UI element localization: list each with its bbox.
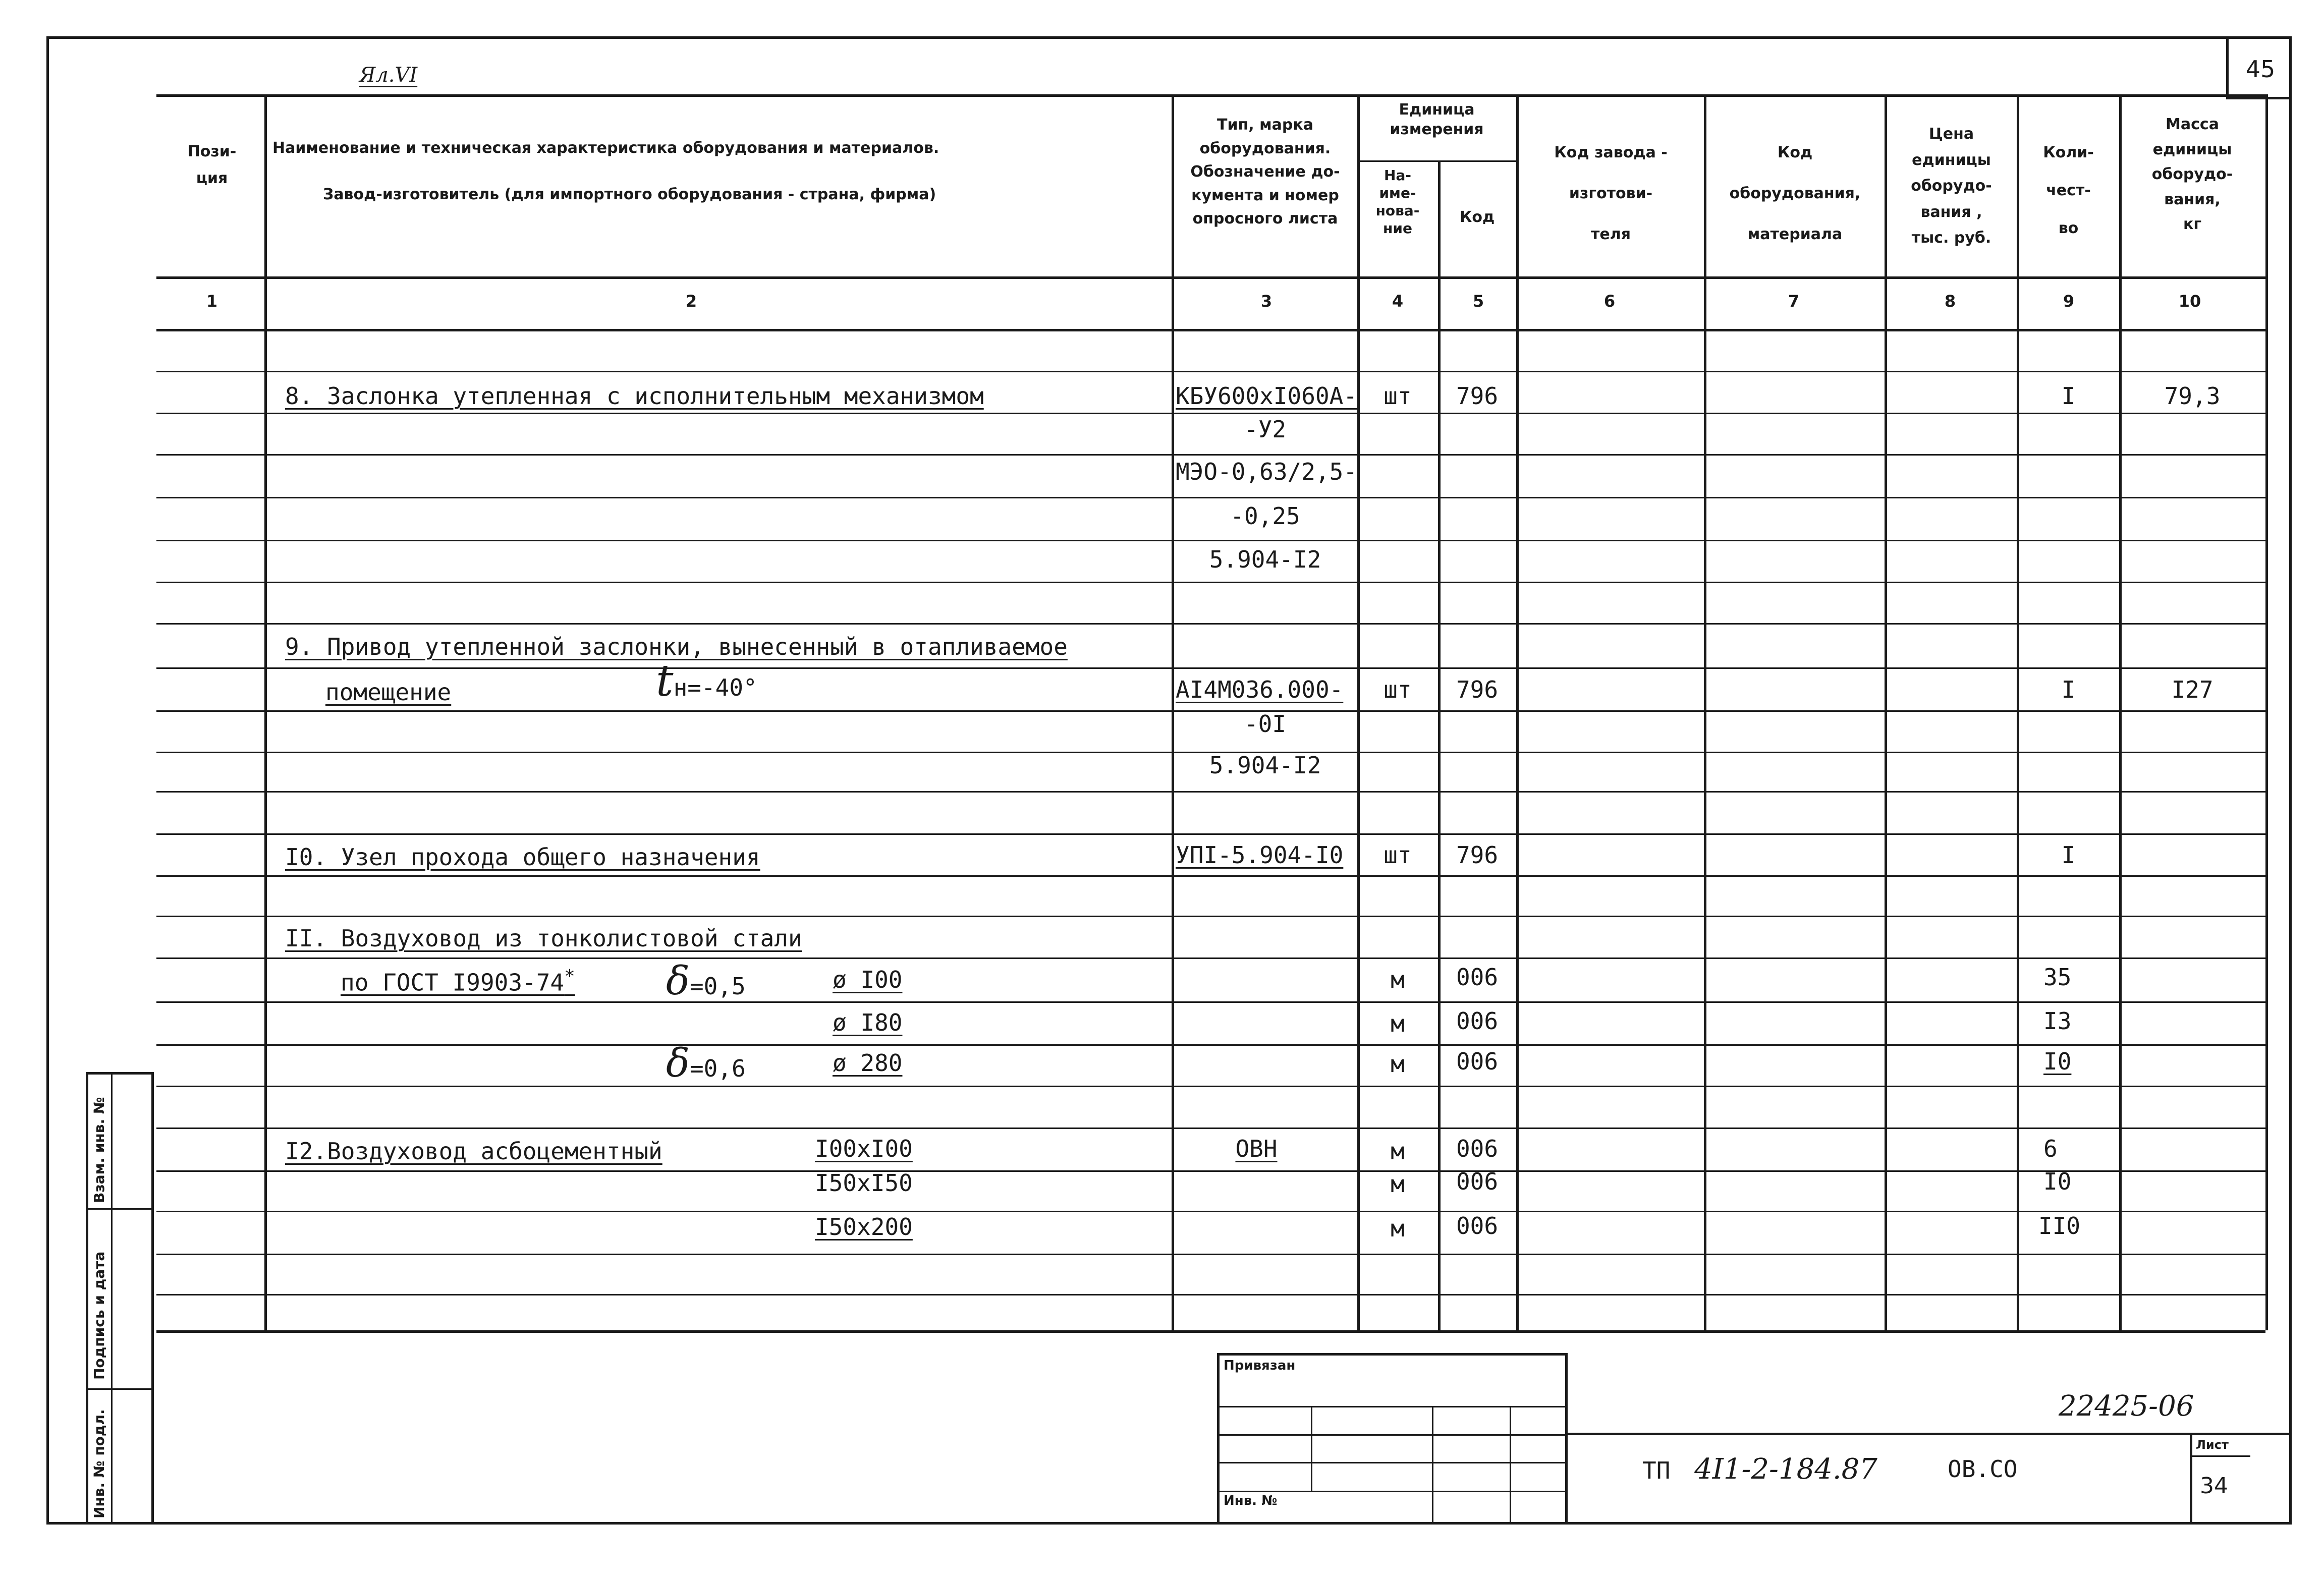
title-block-row2	[1217, 1434, 1565, 1436]
header-factory-code: Код завода - изготови- теля	[1554, 144, 1668, 243]
item10-unit: шт	[1384, 841, 1412, 869]
col-line-8	[2017, 94, 2019, 1330]
title-block-top	[1217, 1353, 1565, 1356]
table-bottom-line	[156, 1330, 2265, 1333]
table-row-line	[156, 1127, 2265, 1129]
col-number-5: 5	[1472, 292, 1484, 311]
side-stamp-left	[86, 1072, 88, 1525]
header-quantity: Коли- чест- во	[2043, 144, 2094, 237]
item11-row2-qty: I3	[2043, 1007, 2072, 1035]
title-block-row3	[1217, 1462, 1565, 1463]
title-block-col3	[1510, 1406, 1511, 1525]
item11-row1-unit: м	[1391, 966, 1405, 993]
page-number-divider	[2226, 36, 2229, 97]
side-stamp-sep2	[86, 1388, 152, 1390]
table-row-line	[156, 540, 2265, 541]
list-label: Лист	[2196, 1438, 2229, 1452]
item9-name-line2: помещение	[325, 679, 452, 706]
colnum-bottom-line	[156, 329, 2265, 331]
item8-type-line2: -У2	[1244, 416, 1287, 443]
table-row-line	[156, 1294, 2265, 1295]
table-row-line	[156, 1044, 2265, 1046]
doc-number: 22425-06	[2059, 1390, 2194, 1423]
item9-temp-value: н=-40°	[673, 674, 757, 701]
item11-row3-delta	[666, 1041, 746, 1086]
col-number-6: 6	[1603, 292, 1616, 311]
side-stamp-podpis-data: Подпись и дата	[91, 1251, 107, 1380]
item9-unit: шт	[1384, 676, 1412, 703]
col-line-1	[264, 94, 267, 1330]
item11-gost-mark: *	[564, 966, 575, 987]
col-line-2	[1172, 94, 1174, 1330]
item11-name-line1: II. Воздуховод из тонколистовой стали	[285, 925, 802, 952]
title-block-right	[1565, 1353, 1568, 1525]
item11-row1-qty: 35	[2043, 964, 2072, 991]
item12-type: ОВН	[1235, 1135, 1278, 1162]
privyazan-label: Привязан	[1224, 1358, 1296, 1373]
item9-temp-symbol: t	[656, 656, 674, 706]
item11-gost: по ГОСТ I9903-74	[341, 969, 565, 996]
col-line-5	[1516, 94, 1519, 1330]
side-stamp-vzam-inv: Взам. инв. №	[91, 1097, 107, 1203]
item9-code: 796	[1456, 676, 1499, 703]
item11-row3-qty: I0	[2043, 1048, 2072, 1075]
item12-row1-size: I00хI00	[815, 1135, 913, 1162]
table-row-line	[156, 875, 2265, 877]
col-line-10	[2265, 94, 2268, 1330]
table-row-line	[156, 667, 2265, 669]
table-row-line	[156, 791, 2265, 793]
item12-row3-qty: II0	[2038, 1212, 2081, 1239]
col-number-4: 4	[1392, 292, 1404, 311]
item9-temperature	[656, 656, 757, 706]
header-type: Тип, марка оборудования. Обозначение до- кумента и номер опросного листа	[1190, 116, 1340, 228]
header-name-line2: Завод-изготовитель (для импортного оборудования - страна, фирма)	[323, 186, 936, 203]
item9-name-line1: 9. Привод утепленной заслонки, вынесенный в отапливаемое	[285, 633, 1068, 660]
header-bottom-line	[156, 276, 2265, 279]
table-row-line	[156, 582, 2265, 583]
stamp-top	[1565, 1433, 2292, 1435]
side-stamp-sep1	[86, 1208, 152, 1210]
list-number: 34	[2200, 1473, 2228, 1499]
title-block-row1	[1217, 1406, 1565, 1407]
stamp-list-sep	[2190, 1455, 2250, 1457]
item10-type: УПI-5.904-I0	[1176, 841, 1344, 869]
item9-mass: I27	[2171, 676, 2214, 703]
header-equipment-code: Код оборудования, материала	[1729, 144, 1861, 243]
title-block-col2	[1432, 1406, 1433, 1525]
header-unit-price: Цена единицы оборудо- вания , тыс. руб.	[1911, 125, 1992, 247]
side-stamp-inv-podl: Инв. № подл.	[91, 1409, 107, 1518]
page-number: 45	[2245, 55, 2276, 83]
item12-row1-unit: м	[1391, 1138, 1405, 1165]
drawing-frame	[46, 36, 2292, 1525]
item10-name: I0. Узел прохода общего назначения	[285, 843, 760, 871]
table-row-line	[156, 371, 2265, 372]
side-stamp-right	[151, 1072, 154, 1525]
table-row-line	[156, 623, 2265, 625]
col-number-10: 10	[2178, 292, 2201, 311]
title-block-row4	[1217, 1491, 1565, 1492]
item11-row1-delta-symbol: δ	[666, 958, 690, 1004]
table-row-line	[156, 413, 2265, 414]
item9-type-line2: -0I	[1244, 710, 1287, 738]
item8-mass: 79,3	[2164, 382, 2221, 410]
table-row-line	[156, 1211, 2265, 1212]
tp-prefix: ТП	[1642, 1457, 1671, 1484]
col-number-9: 9	[2063, 292, 2075, 311]
item11-row1-delta	[666, 958, 746, 1004]
item8-unit: шт	[1384, 382, 1412, 410]
item11-row3-code: 006	[1456, 1048, 1499, 1075]
item8-name: 8. Заслонка утепленная с исполнительным механизмом	[285, 382, 984, 410]
item11-row3-delta-symbol: δ	[666, 1041, 690, 1086]
header-unit-mass: Масса единицы оборудо- вания, кг	[2151, 116, 2233, 233]
table-row-line	[156, 833, 2265, 835]
col-number-1: 1	[206, 292, 218, 311]
item12-name: I2.Воздуховод асбоцементный	[285, 1138, 662, 1165]
header-unit-name: На- име- нова- ние	[1375, 167, 1420, 237]
item12-row2-code: 006	[1456, 1168, 1499, 1195]
sheet-mark: Ял.VI	[359, 64, 418, 87]
item11-name-line2	[341, 966, 575, 996]
col-line-9	[2119, 94, 2122, 1330]
item8-type-line3: МЭО-0,63/2,5-	[1176, 458, 1358, 485]
item11-row1-code: 006	[1456, 964, 1499, 991]
item8-type-line5: 5.904-I2	[1209, 546, 1321, 573]
table-row-line	[156, 916, 2265, 917]
item11-row1-diameter: ø I00	[833, 966, 903, 993]
header-unit-group: Единица измерения	[1390, 101, 1484, 138]
item9-type-line1: АI4М036.000-	[1176, 676, 1344, 703]
item11-row2-code: 006	[1456, 1007, 1499, 1035]
header-unit-code: Код	[1459, 208, 1495, 226]
item12-row3-code: 006	[1456, 1212, 1499, 1239]
title-block-left	[1217, 1353, 1220, 1525]
col-number-8: 8	[1944, 292, 1956, 311]
col-number-2: 2	[685, 292, 697, 311]
table-row-line	[156, 1170, 2265, 1172]
item11-row3-diameter: ø 280	[833, 1049, 903, 1077]
item11-row2-unit: м	[1391, 1010, 1405, 1037]
item11-row2-diameter: ø I80	[833, 1009, 903, 1036]
item10-qty: I	[2061, 841, 2076, 869]
table-row-line	[156, 1086, 2265, 1087]
table-row-line	[156, 957, 2265, 959]
item8-type-line4: -0,25	[1230, 502, 1300, 530]
item8-type-line1: КБУ600хI060А-	[1176, 382, 1358, 410]
stamp-list-left	[2190, 1433, 2192, 1525]
col-number-3: 3	[1260, 292, 1272, 311]
table-row-line	[156, 497, 2265, 498]
table-row-line	[156, 1001, 2265, 1003]
title-block-col1	[1311, 1406, 1312, 1491]
table-top-line	[156, 94, 2265, 97]
item9-type-line3: 5.904-I2	[1209, 752, 1321, 779]
item12-row2-qty: I0	[2043, 1168, 2072, 1195]
tp-code: 4I1-2-184.87	[1694, 1453, 1877, 1486]
table-row-line	[156, 454, 2265, 456]
col-line-7	[1885, 94, 1887, 1330]
side-stamp-mid	[111, 1072, 113, 1525]
page-number-bottom	[2226, 97, 2292, 99]
unit-subheader-line	[1357, 160, 1516, 162]
item11-row1-delta-value: =0,5	[689, 973, 746, 1000]
item9-qty: I	[2061, 676, 2076, 703]
item12-row2-unit: м	[1391, 1170, 1405, 1198]
header-position: Пози- ция	[187, 143, 237, 187]
section-code: ОВ.СО	[1948, 1455, 2018, 1483]
item11-row3-unit: м	[1391, 1050, 1405, 1078]
col-number-7: 7	[1788, 292, 1800, 311]
item12-row2-size: I50хI50	[815, 1169, 913, 1197]
item12-row1-qty: 6	[2043, 1135, 2058, 1162]
item12-row1-code: 006	[1456, 1135, 1499, 1162]
item12-row3-unit: м	[1391, 1215, 1405, 1242]
side-stamp-top	[86, 1072, 152, 1075]
item8-code: 796	[1456, 382, 1499, 410]
header-name-line1: Наименование и техническая характеристика оборудования и материалов.	[272, 139, 939, 157]
item10-code: 796	[1456, 841, 1499, 869]
item11-row3-delta-value: =0,6	[689, 1055, 746, 1082]
frame-top-line	[46, 36, 2292, 39]
tp-label	[1642, 1453, 1877, 1486]
item12-row3-size: I50х200	[815, 1213, 913, 1240]
col-line-6	[1704, 94, 1706, 1330]
inv-no-label: Инв. №	[1224, 1493, 1278, 1508]
table-row-line	[156, 1254, 2265, 1255]
item8-qty: I	[2061, 382, 2076, 410]
